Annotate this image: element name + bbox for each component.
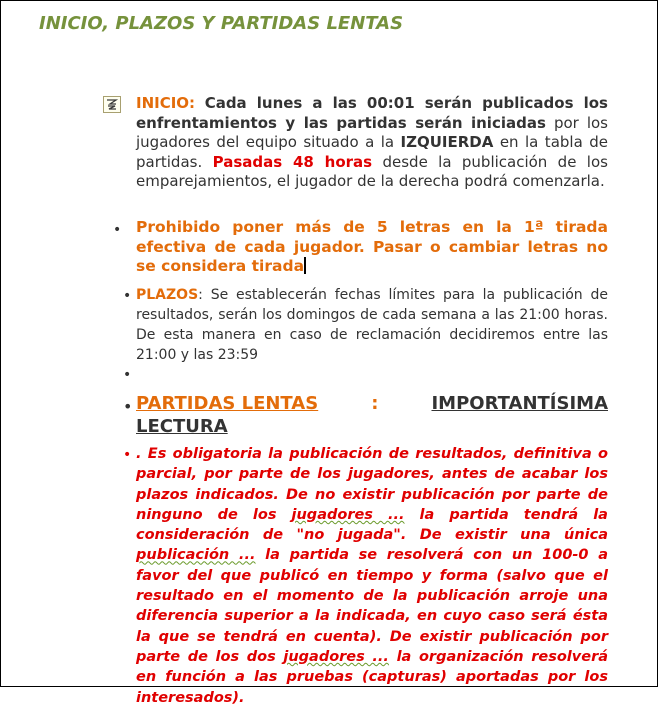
prohibido-paragraph [136,218,608,277]
pasadas-text: Pasadas 48 horas [212,152,373,171]
rules-word-1: jugadores ... [291,506,405,523]
rules-word-3: jugadores ... [283,648,389,665]
inicio-label: INICIO: [136,94,196,112]
partidas-lentas-heading: PARTIDAS LENTAS : IMPORTANTÍSIMA LECTURA [136,393,608,437]
inicio-text-3: desde la publicación de los emparejamientos, el jugador de la derecha podrá comenzarla. [136,152,608,190]
rules-part-3: la partida se resolverá con un 100-0 a favor del que publicó en tiempo y forma (salvo que el resultado en el momento de la publicación arroje una diferencia superior a la indicada, en cuyo caso será ésta la que se tendrá en cuenta). De existir publicación por parte de los dos [136,547,608,665]
bullet-marker: • [123,367,132,383]
inicio-paragraph [136,94,608,192]
rules-part-2: la partida tendrá la consideración de "no jugada". De existir una única [136,506,608,544]
inicio-bold-text: Cada lunes a las 00:01 serán publicados los enfrentamientos y las partidas serán iniciadas [136,94,608,132]
comment-note-icon[interactable] [103,96,121,113]
text-cursor [304,257,306,274]
inicio-text-2: en la tabla de partidas. [136,133,608,171]
izquierda-text: IZQUIERDA [400,133,494,151]
inicio-text-1: por los jugadores del equipo situado a la [136,113,608,151]
plazos-text: Se establecerán fechas límites para la publicación de resultados, serán los domingos de cada semana a las 21:00 horas. De esta manera en caso de reclamación decidiremos entre las 21:00 y las 23:59 [136,287,608,363]
bullet-marker: • [123,288,132,304]
rules-part-1: . Es obligatoria la publicación de resultados, definitiva o parcial, por parte de los jugadores, antes de acabar los plazos indicados. De no existir publicación por parte de ninguno de los [136,446,608,523]
bullet-marker: • [123,447,132,463]
plazos-colon: : [198,287,203,303]
bullet-marker: • [113,222,122,238]
page-title: INICIO, PLAZOS Y PARTIDAS LENTAS [39,13,404,34]
prohibido-text: Prohibido poner más de 5 letras en la 1ª tirada efectiva de cada jugador. Pasar o cambiar letras no se considera tirada [136,218,608,275]
plazos-label: PLAZOS [136,287,199,303]
rules-part-4: la organización resolverá en función a las pruebas (capturas) aportadas por los interesados). [136,648,608,706]
partidas-lentas-colon: : [371,393,379,414]
partidas-lentas-label: PARTIDAS LENTAS [136,393,319,414]
plazos-paragraph [136,285,608,365]
rules-paragraph [136,444,608,708]
bullet-marker: • [123,397,133,416]
rules-word-2: publicación ... [136,547,256,564]
